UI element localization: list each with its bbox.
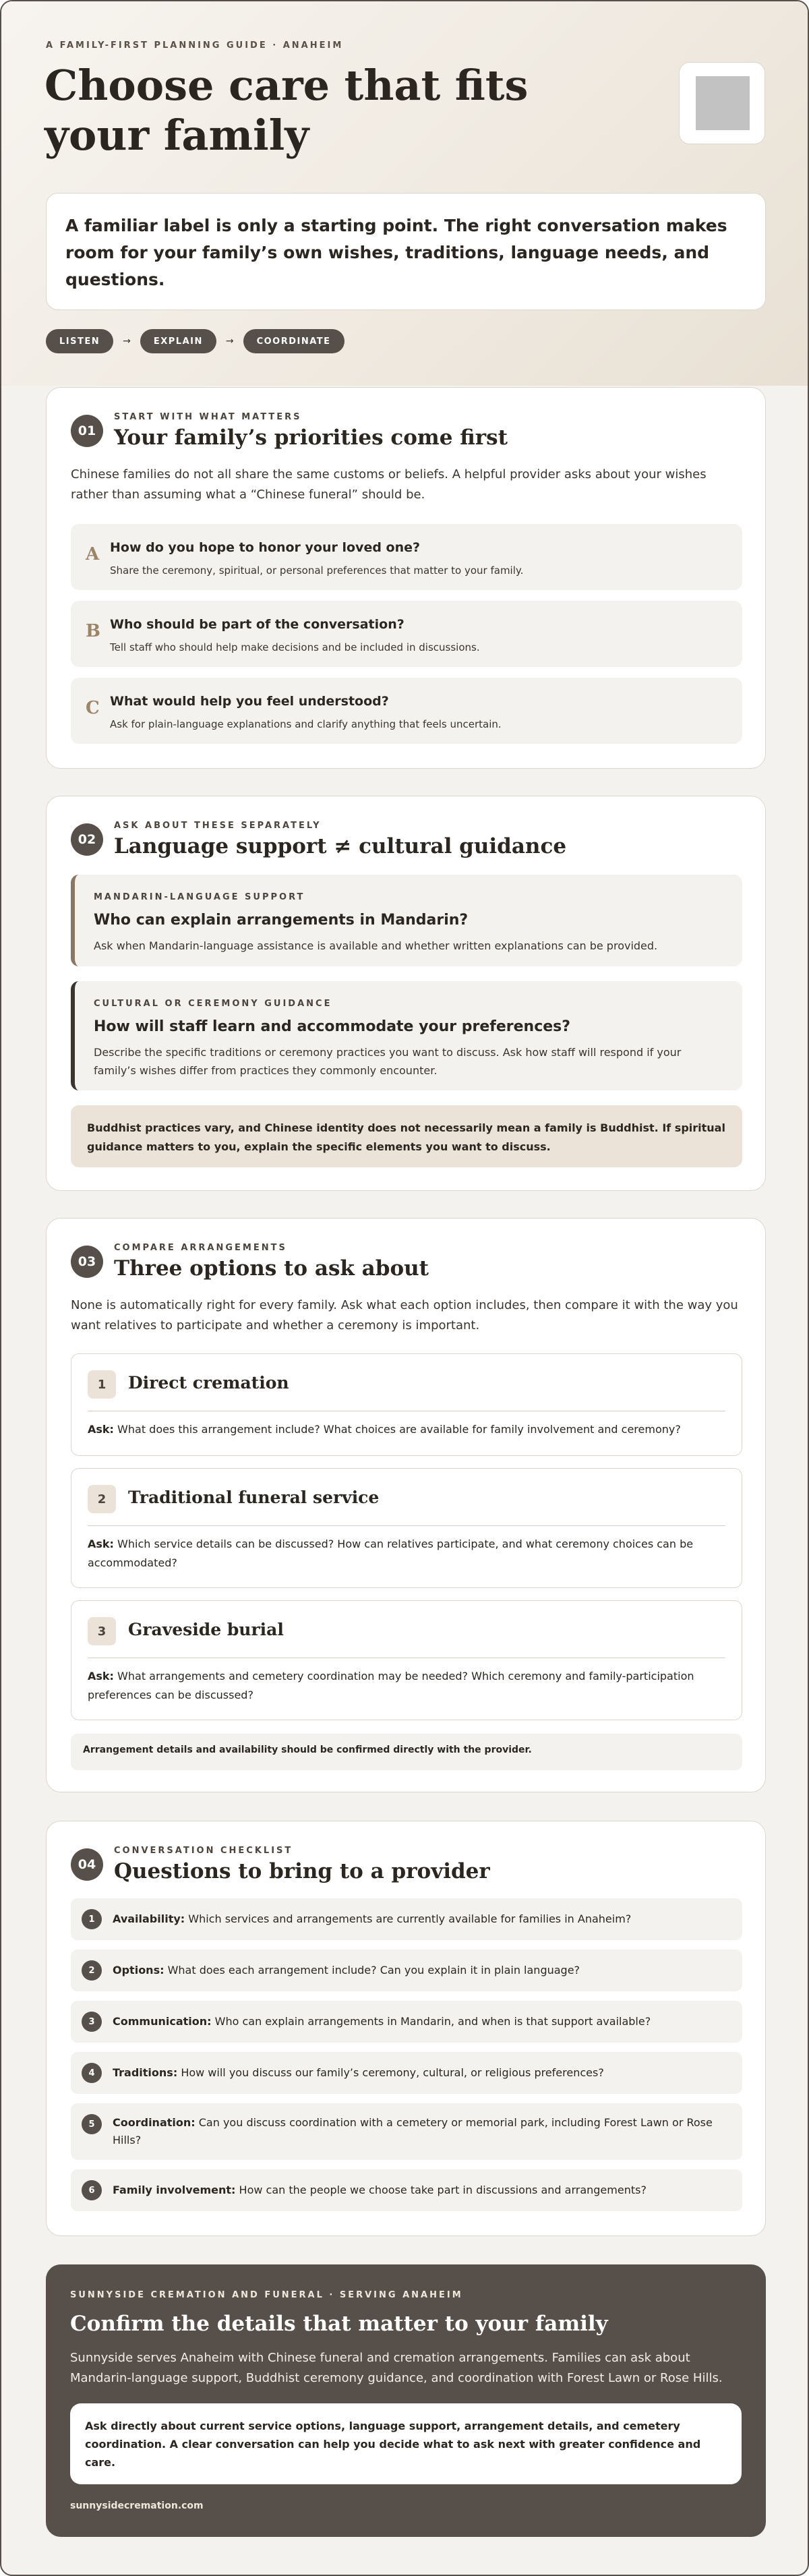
section-checklist	[46, 1821, 766, 2236]
option-ask-text: What does this arrangement include? What choices are available for family involvement and ceremony?	[117, 1423, 681, 1436]
question-title: How do you hope to honor your loved one?	[110, 540, 421, 555]
question-title: Who should be part of the conversation?	[110, 617, 404, 632]
block-kicker: MANDARIN-LANGUAGE SUPPORT	[94, 892, 305, 902]
hero-callout-text: A familiar label is only a starting point. The right conversation makes room for your family’s own wishes, traditions, language needs, and questions.	[65, 216, 727, 289]
hero-eyebrow: A FAMILY-FIRST PLANNING GUIDE · ANAHEIM	[46, 40, 344, 51]
checklist-item	[71, 2052, 742, 2094]
checklist-item	[71, 2001, 742, 2043]
cultural-guidance-block	[71, 981, 742, 1090]
option-card	[71, 1353, 742, 1456]
footer-title: Confirm the details that matter to your family	[70, 2312, 608, 2336]
block-title: Who can explain arrangements in Mandarin?	[94, 912, 469, 929]
section-title: Questions to bring to a provider	[114, 1859, 490, 1883]
option-card	[71, 1468, 742, 1588]
option-ask-text: What arrangements and cemetery coordination may be needed? Which ceremony and family-participation preferences can be discussed?	[88, 1670, 694, 1701]
question-item	[71, 524, 742, 590]
checklist-number: 3	[82, 2012, 102, 2032]
divider	[88, 1525, 725, 1526]
checklist-question: Can you discuss coordination with a cemetery or memorial park, including Forest Lawn or Rose Hills?	[113, 2116, 713, 2146]
question-text: Share the ceremony, spiritual, or personal preferences that matter to your family.	[110, 564, 524, 577]
logo-image	[696, 76, 750, 130]
footer-body: Sunnyside serves Anaheim with Chinese funeral and cremation arrangements. Families can ask about Mandarin-language support, Buddhist ceremony guidance, and coordination with Forest Lawn or Rose Hills.	[70, 2351, 723, 2385]
section-title: Language support ≠ cultural guidance	[114, 834, 567, 858]
section-number: 04	[71, 1848, 103, 1881]
language-support-block	[71, 875, 742, 966]
checklist-question: What does each arrangement include? Can you explain it in plain language?	[167, 1964, 580, 1977]
ask-label: Ask:	[88, 1423, 114, 1436]
section-arrangements	[46, 1218, 766, 1792]
block-text: Ask when Mandarin-language assistance is available and whether written explanations can be provided.	[94, 939, 658, 952]
checklist-label: Coordination:	[113, 2116, 196, 2129]
checklist-question: How will you discuss our family’s ceremony, cultural, or religious preferences?	[181, 2066, 604, 2079]
question-letter: B	[86, 621, 100, 641]
option-title: Traditional funeral service	[128, 1488, 380, 1507]
section-title: Three options to ask about	[114, 1256, 429, 1281]
question-letter: C	[86, 698, 100, 718]
question-text: Ask for plain-language explanations and clarify anything that feels uncertain.	[110, 718, 502, 730]
checklist-item	[71, 2103, 742, 2160]
checklist-text	[113, 2013, 722, 2030]
section-number: 01	[71, 415, 103, 447]
hero-callout	[46, 193, 766, 310]
section-priorities	[46, 387, 766, 769]
checklist-number: 5	[82, 2114, 102, 2134]
website-link[interactable]: sunnysidecremation.com	[70, 2500, 204, 2511]
checklist-text	[113, 2064, 722, 2082]
footer-kicker: SUNNYSIDE CREMATION AND FUNERAL · SERVING ANAHEIM	[70, 2290, 463, 2300]
footer-callout: Ask directly about current service options, language support, arrangement details, and cemetery coordination. A clear conversation can help you decide what to ask next with greater confidence and care.	[70, 2403, 742, 2484]
checklist-item	[71, 1898, 742, 1940]
checklist-label: Family involvement:	[113, 2184, 236, 2196]
option-number: 1	[88, 1370, 116, 1399]
section-title: Your family’s priorities come first	[114, 426, 508, 450]
section-kicker: COMPARE ARRANGEMENTS	[114, 1243, 287, 1253]
provider-footer	[46, 2264, 766, 2537]
ask-label: Ask:	[88, 1538, 114, 1550]
checklist-label: Availability:	[113, 1912, 185, 1925]
checklist-question: Who can explain arrangements in Mandarin, and when is that support available?	[214, 2015, 651, 2028]
ask-label: Ask:	[88, 1670, 114, 1682]
checklist-label: Communication:	[113, 2015, 212, 2028]
checklist-text	[113, 1962, 722, 1979]
step-coordinate: COORDINATE	[243, 329, 344, 353]
page-title: Choose care that fits your family	[44, 61, 529, 160]
arrow-icon: →	[123, 336, 131, 347]
checklist-item	[71, 1950, 742, 1991]
option-number: 3	[88, 1617, 116, 1645]
checklist-number: 2	[82, 1960, 102, 1981]
section-kicker: CONVERSATION CHECKLIST	[114, 1846, 293, 1856]
block-text: Describe the specific traditions or ceremony practices you want to discuss. Ask how staff will respond if your family’s wishes differ from practices they commonly encounter.	[94, 1046, 682, 1077]
question-item	[71, 678, 742, 744]
checklist-number: 1	[82, 1909, 102, 1929]
option-question	[88, 1420, 725, 1439]
section-number: 03	[71, 1246, 103, 1278]
block-kicker: CULTURAL OR CEREMONY GUIDANCE	[94, 999, 332, 1009]
option-question	[88, 1667, 725, 1705]
checklist-item	[71, 2169, 742, 2211]
buddhist-note: Buddhist practices vary, and Chinese identity does not necessarily mean a family is Buddhist. If spiritual guidance matters to you, explain the specific elements you want to discuss.	[71, 1105, 742, 1167]
hero-section	[1, 1, 809, 386]
checklist-number: 6	[82, 2180, 102, 2200]
checklist-question: How can the people we choose take part in discussions and arrangements?	[239, 2184, 647, 2196]
logo-frame	[679, 62, 765, 144]
process-steps	[46, 329, 344, 353]
block-title: How will staff learn and accommodate your preferences?	[94, 1018, 571, 1035]
section-intro: Chinese families do not all share the same customs or beliefs. A helpful provider asks about your wishes rather than assuming what a “Chinese funeral” should be.	[71, 467, 707, 502]
availability-note: Arrangement details and availability should be confirmed directly with the provider.	[71, 1734, 742, 1770]
checklist-question: Which services and arrangements are currently available for families in Anaheim?	[188, 1912, 632, 1925]
checklist-text	[113, 1910, 722, 1928]
option-card	[71, 1600, 742, 1720]
section-kicker: START WITH WHAT MATTERS	[114, 412, 302, 422]
checklist-label: Traditions:	[113, 2066, 178, 2079]
option-title: Direct cremation	[128, 1373, 289, 1393]
arrow-icon: →	[225, 336, 234, 347]
option-title: Graveside burial	[128, 1620, 284, 1639]
question-item	[71, 601, 742, 667]
option-number: 2	[88, 1485, 116, 1513]
option-ask-text: Which service details can be discussed? How can relatives participate, and what ceremony choices can be accommodated?	[88, 1538, 694, 1569]
question-text: Tell staff who should help make decisions and be included in discussions.	[110, 641, 480, 653]
section-number: 02	[71, 823, 103, 856]
step-listen: LISTEN	[46, 329, 113, 353]
section-kicker: ASK ABOUT THESE SEPARATELY	[114, 821, 322, 831]
checklist-number: 4	[82, 2063, 102, 2083]
checklist-text	[113, 2114, 722, 2149]
question-letter: A	[86, 544, 100, 564]
checklist-text	[113, 2182, 722, 2199]
section-intro: None is automatically right for every family. Ask what each option includes, then compare it with the way you want relatives to participate and whether a ceremony is important.	[71, 1298, 738, 1333]
option-question	[88, 1535, 725, 1573]
section-language-vs-culture	[46, 796, 766, 1191]
question-title: What would help you feel understood?	[110, 694, 389, 709]
step-explain: EXPLAIN	[140, 329, 216, 353]
checklist-label: Options:	[113, 1964, 164, 1977]
